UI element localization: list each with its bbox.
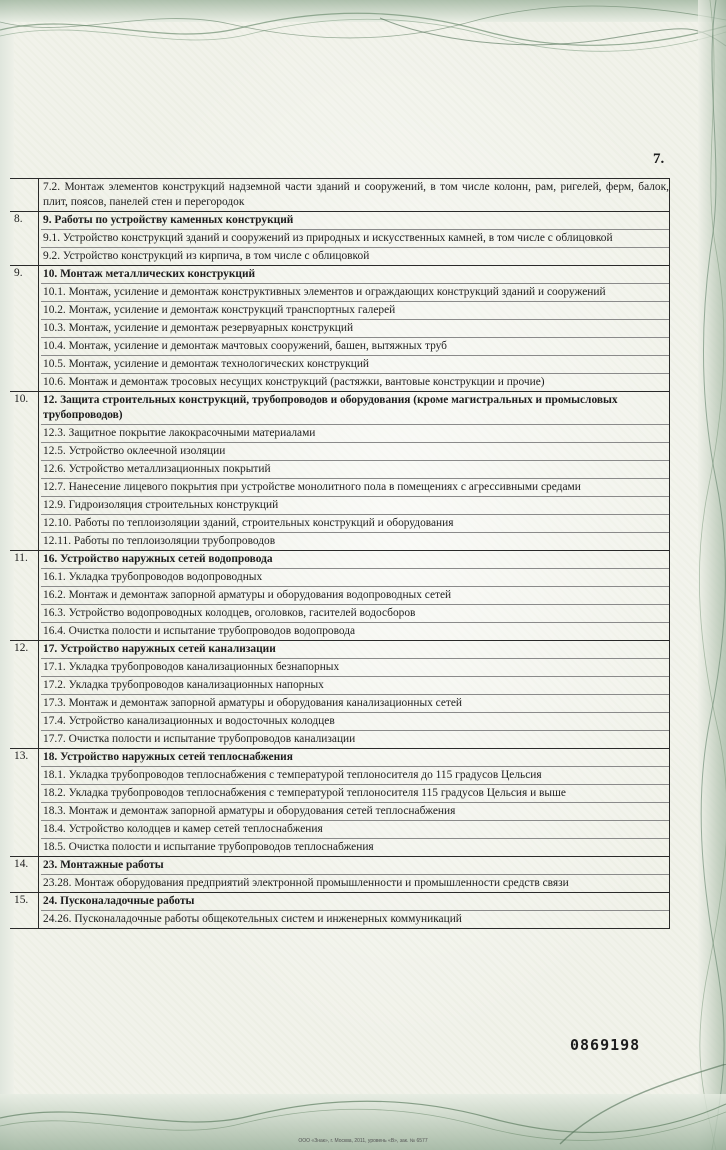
table-row: [10, 857, 670, 893]
work-item: 9.1. Устройство конструкций зданий и сооружений из природных и искусственных камней, в том числе с облицовкой: [41, 229, 669, 247]
work-item: 7.2. Монтаж элементов конструкций надземной части зданий и сооружений, в том числе колонн, рам, ригелей, ферм, балок, плит, поясов, панелей стен и перегородок: [43, 181, 669, 208]
work-item: 16.1. Укладка трубопроводов водопроводных: [41, 568, 669, 586]
section-heading: 12. Защита строительных конструкций, трубопроводов и оборудования (кроме магистральных и промысловых трубопроводов): [43, 394, 618, 421]
work-item: 17.2. Укладка трубопроводов канализационных напорных: [41, 676, 669, 694]
work-item: 16.3. Устройство водопроводных колодцев, оголовков, гасителей водосборов: [41, 604, 669, 622]
row-content: [39, 749, 670, 857]
row-number: 11.: [10, 551, 39, 641]
table-row: [10, 893, 670, 929]
row-content: [39, 857, 670, 893]
work-item: 18.5. Очистка полости и испытание трубопроводов теплоснабжения: [41, 838, 669, 856]
table-row: [10, 392, 670, 551]
row-number: 12.: [10, 641, 39, 749]
work-item: 23.28. Монтаж оборудования предприятий электронной промышленности и промышленности средств связи: [41, 874, 669, 892]
section-heading: 17. Устройство наружных сетей канализации: [43, 643, 276, 655]
section-heading: 24. Пусконаладочные работы: [43, 895, 195, 907]
work-item: 12.10. Работы по теплоизоляции зданий, строительных конструкций и оборудования: [41, 514, 669, 532]
work-item: 18.1. Укладка трубопроводов теплоснабжения с температурой теплоносителя до 115 градусов Цельсия: [41, 766, 669, 784]
section-heading: 16. Устройство наружных сетей водопровода: [43, 553, 273, 565]
work-item: 10.6. Монтаж и демонтаж тросовых несущих конструкций (растяжки, вантовые конструкции и прочие): [41, 373, 669, 391]
row-number: 9.: [10, 266, 39, 392]
work-item: 12.3. Защитное покрытие лакокрасочными материалами: [41, 424, 669, 442]
table-row: [10, 179, 670, 212]
work-item: 16.2. Монтаж и демонтаж запорной арматуры и оборудования водопроводных сетей: [41, 586, 669, 604]
row-content: [39, 551, 670, 641]
work-item: 10.5. Монтаж, усиление и демонтаж технологических конструкций: [41, 355, 669, 373]
row-number: 10.: [10, 392, 39, 551]
work-item: 17.7. Очистка полости и испытание трубопроводов канализации: [41, 730, 669, 748]
row-number: 15.: [10, 893, 39, 929]
row-number: 14.: [10, 857, 39, 893]
guilloche-border-right: [686, 0, 726, 1150]
work-item: 12.5. Устройство оклеечной изоляции: [41, 442, 669, 460]
section-heading: 10. Монтаж металлических конструкций: [43, 268, 256, 280]
work-item: 17.3. Монтаж и демонтаж запорной арматуры и оборудования канализационных сетей: [41, 694, 669, 712]
row-number: [10, 179, 39, 212]
work-item: 12.9. Гидроизоляция строительных конструкций: [41, 496, 669, 514]
work-item: 18.2. Укладка трубопроводов теплоснабжения с температурой теплоносителя 115 градусов Цельсия и выше: [41, 784, 669, 802]
work-types-table: [10, 178, 670, 929]
row-number: 13.: [10, 749, 39, 857]
table-row: [10, 749, 670, 857]
work-item: 12.11. Работы по теплоизоляции трубопроводов: [41, 532, 669, 550]
row-content: [39, 212, 670, 266]
row-content: [39, 893, 670, 929]
work-item: 18.3. Монтаж и демонтаж запорной арматуры и оборудования сетей теплоснабжения: [41, 802, 669, 820]
row-content: [39, 179, 670, 212]
work-item: 17.4. Устройство канализационных и водосточных колодцев: [41, 712, 669, 730]
serial-number: 0869198: [570, 1036, 641, 1054]
table-row: [10, 212, 670, 266]
work-item: 9.2. Устройство конструкций из кирпича, в том числе с облицовкой: [41, 247, 669, 265]
section-heading: 23. Монтажные работы: [43, 859, 164, 871]
work-item: 10.2. Монтаж, усиление и демонтаж конструкций транспортных галерей: [41, 301, 669, 319]
work-item: 18.4. Устройство колодцев и камер сетей теплоснабжения: [41, 820, 669, 838]
table-row: [10, 266, 670, 392]
work-item: 10.3. Монтаж, усиление и демонтаж резервуарных конструкций: [41, 319, 669, 337]
work-item: 12.6. Устройство металлизационных покрытий: [41, 460, 669, 478]
work-item: 17.1. Укладка трубопроводов канализационных безнапорных: [41, 658, 669, 676]
section-heading: 18. Устройство наружных сетей теплоснабжения: [43, 751, 293, 763]
guilloche-border-top: [0, 0, 726, 62]
row-content: [39, 266, 670, 392]
section-heading: 9. Работы по устройству каменных конструкций: [43, 214, 294, 226]
page-number: 7.: [653, 151, 665, 167]
printer-imprint: ООО «Знак», г. Москва, 2011, уровень «В», зак. № 6577: [298, 1138, 428, 1144]
work-item: 12.7. Нанесение лицевого покрытия при устройстве монолитного пола в помещениях с агрессивными средами: [41, 478, 669, 496]
row-number: 8.: [10, 212, 39, 266]
work-item: 16.4. Очистка полости и испытание трубопроводов водопровода: [41, 622, 669, 640]
row-content: [39, 392, 670, 551]
table-row: [10, 641, 670, 749]
table-row: [10, 551, 670, 641]
work-item: 24.26. Пусконаладочные работы общекотельных систем и инженерных коммуникаций: [41, 910, 669, 928]
row-content: [39, 641, 670, 749]
work-item: 10.1. Монтаж, усиление и демонтаж конструктивных элементов и ограждающих конструкций зданий и сооружений: [41, 283, 669, 301]
work-item: 10.4. Монтаж, усиление и демонтаж мачтовых сооружений, башен, вытяжных труб: [41, 337, 669, 355]
